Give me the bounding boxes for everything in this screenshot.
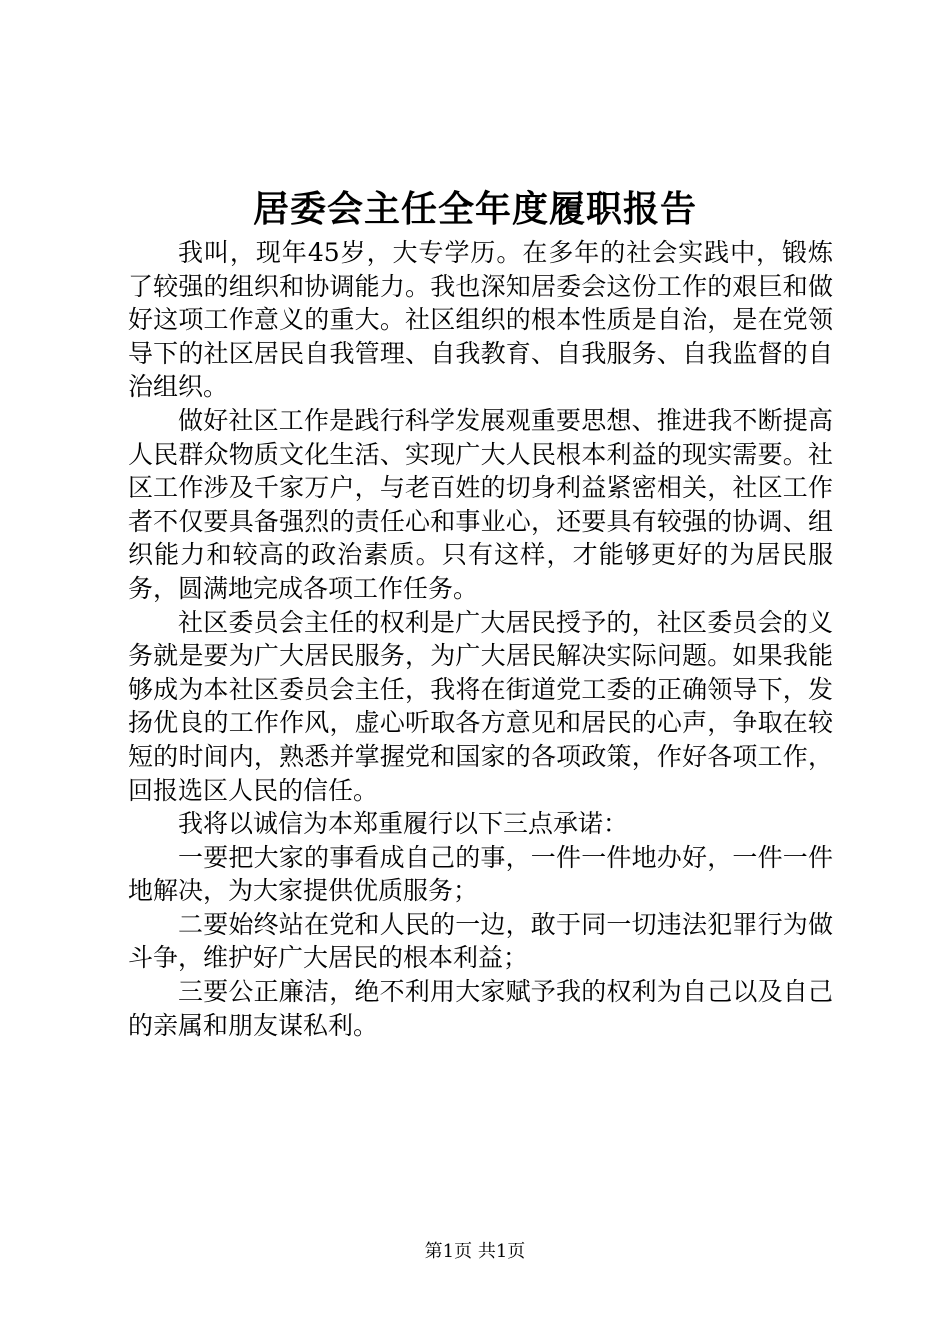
document-title: 居委会主任全年度履职报告 <box>252 188 697 230</box>
paragraph-pledge-one: 一要把大家的事看成自己的事，一件一件地办好，一件一件地解决，为大家提供优质服务； <box>128 842 833 906</box>
paragraph-director-duty: 社区委员会主任的权利是广大居民授予的，社区委员会的义务就是要为广大居民服务，为广大居民解决实际问题。如果我能够成为本社区委员会主任，我将在街道党工委的正确领导下，发扬优良的工作作风，虚心听取各方意见和居民的心声，争取在较短的时间内，熟悉并掌握党和国家的各项政策，作好各项工作，回报选区人民的信任。 <box>128 607 833 805</box>
paragraph-pledge-three: 三要公正廉洁，绝不利用大家赋予我的权利为自己以及自己的亲属和朋友谋私利。 <box>128 977 833 1040</box>
paragraph-pledge-two: 二要始终站在党和人民的一边，敢于同一切违法犯罪行为做斗争，维护好广大居民的根本利益； <box>128 909 833 973</box>
page-footer: 第1页 共1页 <box>424 1241 526 1262</box>
paragraph-pledge-intro: 我将以诚信为本郑重履行以下三点承诺： <box>178 809 629 839</box>
paragraph-community-work: 做好社区工作是践行科学发展观重要思想、推进我不断提高人民群众物质文化生活、实现广大人民根本利益的现实需要。社区工作涉及千家万户，与老百姓的切身利益紧密相关，社区工作者不仅要具备强烈的责任心和事业心，还要具有较强的协调、组织能力和较高的政治素质。只有这样，才能够更好的为居民服务，圆满地完成各项工作任务。 <box>128 405 833 603</box>
paragraph-intro: 我叫，现年45岁，大专学历。在多年的社会实践中，锻炼了较强的组织和协调能力。我也深知居委会这份工作的艰巨和做好这项工作意义的重大。社区组织的根本性质是自治，是在党领导下的社区居民自我管理、自我教育、自我服务、自我监督的自治组织。 <box>128 238 833 402</box>
document-body <box>128 236 833 1042</box>
